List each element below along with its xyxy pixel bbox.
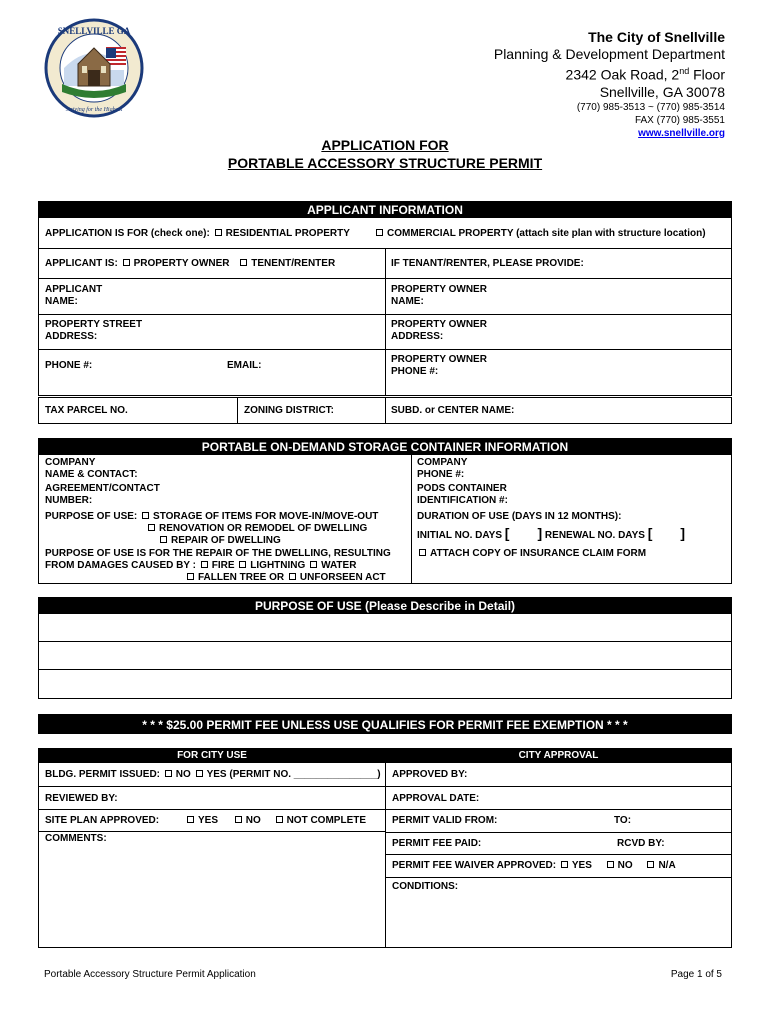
pods-id-label[interactable] bbox=[417, 483, 508, 507]
owner-address-label[interactable] bbox=[391, 319, 487, 343]
purpose-heading: PURPOSE OF USE (Please Describe in Detail) bbox=[39, 598, 731, 614]
bldg-no-checkbox[interactable] bbox=[165, 770, 172, 777]
phone-label[interactable]: PHONE #: bbox=[45, 360, 93, 371]
renewal-days-open-bracket: [ bbox=[647, 525, 653, 541]
applicant-name-label[interactable] bbox=[45, 284, 102, 308]
street-line2: ADDRESS: bbox=[45, 331, 98, 342]
phone-numbers: (770) 985-3513 ~ (770) 985-3514 bbox=[576, 101, 725, 113]
city-name: The City of Snellville bbox=[588, 29, 725, 45]
fire-label: FIRE bbox=[211, 560, 235, 571]
owner-phone-line2: PHONE #: bbox=[391, 366, 439, 377]
waiver-yes-checkbox[interactable] bbox=[561, 861, 568, 868]
owner-phone-label[interactable] bbox=[391, 354, 487, 378]
city-header bbox=[494, 28, 725, 140]
svg-text:Striving for the Highest: Striving for the Highest bbox=[65, 107, 123, 113]
repair-damage-options bbox=[45, 548, 391, 584]
for-city-use-heading: FOR CITY USE bbox=[39, 749, 385, 763]
street-line1: PROPERTY STREET bbox=[45, 319, 143, 330]
footer-left: Portable Accessory Structure Permit Application bbox=[44, 969, 256, 980]
lightning-checkbox[interactable] bbox=[239, 561, 246, 568]
repair-label: REPAIR OF DWELLING bbox=[171, 535, 281, 546]
application-for-row bbox=[45, 228, 350, 240]
fee-paid-label[interactable]: PERMIT FEE PAID: bbox=[392, 838, 482, 849]
pods-heading: PORTABLE ON-DEMAND STORAGE CONTAINER INFORMATION bbox=[39, 439, 731, 455]
unforeseen-label: UNFORSEEN ACT bbox=[299, 572, 386, 583]
site-no-checkbox[interactable] bbox=[235, 816, 242, 823]
water-label: WATER bbox=[321, 560, 357, 571]
fallen-tree-checkbox[interactable] bbox=[187, 573, 194, 580]
tax-parcel-label[interactable]: TAX PARCEL NO. bbox=[45, 405, 128, 416]
application-for-label: APPLICATION IS FOR (check one): bbox=[45, 228, 210, 239]
site-not-complete-checkbox[interactable] bbox=[276, 816, 283, 823]
street-address-label[interactable] bbox=[45, 319, 142, 343]
residential-label: RESIDENTIAL PROPERTY bbox=[225, 228, 350, 239]
owner-phone-line1: PROPERTY OWNER bbox=[391, 354, 487, 365]
applicant-section bbox=[38, 201, 732, 396]
street-sup: nd bbox=[679, 66, 690, 76]
initial-days-open-bracket: [ bbox=[504, 525, 510, 541]
bldg-no-label: NO bbox=[175, 769, 191, 780]
duration-label: DURATION OF USE (DAYS IN 12 MONTHS): bbox=[417, 511, 622, 522]
city-seal-logo bbox=[44, 18, 144, 118]
department-name: Planning & Development Department bbox=[493, 46, 725, 62]
reviewed-by-label[interactable]: REVIEWED BY: bbox=[45, 793, 118, 804]
fee-banner: * * * $25.00 PERMIT FEE UNLESS USE QUALIFIES FOR PERMIT FEE EXEMPTION * * * bbox=[38, 714, 732, 734]
valid-from-label[interactable]: PERMIT VALID FROM: bbox=[392, 815, 498, 826]
insurance-option bbox=[417, 548, 646, 560]
site-not-complete-label: NOT COMPLETE bbox=[286, 815, 367, 826]
commercial-option bbox=[374, 228, 706, 240]
repair-note-line1: PURPOSE OF USE IS FOR THE REPAIR OF THE DWELLING, RESULTING bbox=[45, 548, 391, 559]
page-number: Page 1 of 5 bbox=[670, 969, 722, 980]
property-owner-label: PROPERTY OWNER bbox=[133, 258, 230, 269]
company-label[interactable] bbox=[45, 457, 138, 481]
owner-name-line1: PROPERTY OWNER bbox=[391, 284, 487, 295]
city-use-section bbox=[38, 748, 732, 948]
fax-number: FAX (770) 985-3551 bbox=[634, 114, 725, 126]
company-line1: COMPANY bbox=[45, 457, 96, 468]
website-link[interactable]: www.snellville.org bbox=[638, 127, 725, 139]
approval-date-label[interactable]: APPROVAL DATE: bbox=[392, 793, 480, 804]
pods-id-line1: PODS CONTAINER bbox=[417, 483, 507, 494]
repair-note-line2: FROM DAMAGES CAUSED BY : bbox=[45, 560, 196, 571]
agreement-label[interactable] bbox=[45, 483, 160, 507]
repair-checkbox[interactable] bbox=[160, 536, 167, 543]
insurance-checkbox[interactable] bbox=[419, 549, 426, 556]
insurance-label: ATTACH COPY OF INSURANCE CLAIM FORM bbox=[430, 548, 647, 559]
waiver-label: PERMIT FEE WAIVER APPROVED: bbox=[392, 860, 557, 871]
comments-label[interactable]: COMMENTS: bbox=[45, 833, 107, 844]
purpose-label: PURPOSE OF USE: bbox=[45, 511, 138, 522]
owner-addr-line1: PROPERTY OWNER bbox=[391, 319, 487, 330]
water-checkbox[interactable] bbox=[310, 561, 317, 568]
applicant-heading: APPLICANT INFORMATION bbox=[39, 202, 731, 218]
street-text: 2342 Oak Road, 2 bbox=[565, 66, 680, 83]
waiver-yes-label: YES bbox=[571, 860, 592, 871]
purpose-section bbox=[38, 597, 732, 699]
storage-checkbox[interactable] bbox=[142, 512, 149, 519]
waiver-na-label: N/A bbox=[658, 860, 676, 871]
applicant-name-line1: APPLICANT bbox=[45, 284, 103, 295]
applicant-name-line2: NAME: bbox=[45, 296, 78, 307]
rcvd-by-label[interactable]: RCVD BY: bbox=[617, 838, 665, 849]
waiver-na-checkbox[interactable] bbox=[647, 861, 654, 868]
site-no-label: NO bbox=[245, 815, 261, 826]
owner-addr-line2: ADDRESS: bbox=[391, 331, 444, 342]
lightning-label: LIGHTNING bbox=[250, 560, 306, 571]
bldg-permit-row bbox=[45, 769, 381, 781]
waiver-no-label: NO bbox=[617, 860, 633, 871]
bldg-yes-label: YES (PERMIT NO. _______________) bbox=[206, 769, 381, 780]
purpose-line-3[interactable] bbox=[39, 670, 731, 698]
purpose-line-1[interactable] bbox=[39, 615, 731, 641]
renewal-days-label: RENEWAL NO. DAYS bbox=[544, 530, 645, 541]
zoning-label[interactable]: ZONING DISTRICT: bbox=[244, 405, 334, 416]
tenant-label: TENENT/RENTER bbox=[251, 258, 336, 269]
if-tenant-label: IF TENANT/RENTER, PLEASE PROVIDE: bbox=[391, 258, 584, 269]
site-yes-checkbox[interactable] bbox=[187, 816, 194, 823]
fire-checkbox[interactable] bbox=[201, 561, 208, 568]
owner-name-label[interactable] bbox=[391, 284, 487, 308]
conditions-label[interactable]: CONDITIONS: bbox=[392, 881, 459, 892]
waiver-row bbox=[392, 860, 676, 872]
renovation-checkbox[interactable] bbox=[148, 524, 155, 531]
agreement-line2: NUMBER: bbox=[45, 495, 93, 506]
company-phone-label[interactable] bbox=[417, 457, 467, 481]
owner-name-line2: NAME: bbox=[391, 296, 424, 307]
title-line-1: APPLICATION FOR bbox=[321, 137, 449, 153]
subd-label[interactable]: SUBD. or CENTER NAME: bbox=[391, 405, 515, 416]
company-phone-line1: COMPANY bbox=[417, 457, 468, 468]
address-city: Snellville, GA 30078 bbox=[599, 83, 725, 100]
applicant-is-row bbox=[45, 258, 335, 270]
svg-text:SNELLVILLE GA: SNELLVILLE GA bbox=[57, 26, 131, 36]
tenant-checkbox[interactable] bbox=[240, 259, 247, 266]
pods-id-line2: IDENTIFICATION #: bbox=[417, 495, 508, 506]
parcel-row bbox=[38, 397, 732, 424]
bldg-yes-checkbox[interactable] bbox=[196, 770, 203, 777]
valid-to-label[interactable]: TO: bbox=[614, 815, 632, 826]
storage-label: STORAGE OF ITEMS FOR MOVE-IN/MOVE-OUT bbox=[153, 511, 379, 522]
days-row bbox=[417, 527, 685, 542]
address-street bbox=[494, 63, 725, 84]
bldg-issued-label: BLDG. PERMIT ISSUED: bbox=[45, 769, 161, 780]
floor-text: Floor bbox=[689, 66, 725, 83]
city-approval-heading: CITY APPROVAL bbox=[386, 749, 731, 763]
commercial-checkbox[interactable] bbox=[376, 229, 383, 236]
commercial-label: COMMERCIAL PROPERTY (attach site plan with structure location) bbox=[387, 228, 706, 239]
pods-section bbox=[38, 438, 732, 584]
purpose-options bbox=[45, 511, 378, 547]
initial-days-close-bracket: ] bbox=[537, 525, 543, 541]
company-phone-line2: PHONE #: bbox=[417, 469, 465, 480]
site-plan-label: SITE PLAN APPROVED: bbox=[45, 815, 160, 826]
site-plan-options bbox=[185, 815, 366, 827]
email-label[interactable]: EMAIL: bbox=[227, 360, 262, 371]
site-yes-label: YES bbox=[198, 815, 219, 826]
form-title bbox=[0, 136, 770, 172]
property-owner-checkbox[interactable] bbox=[123, 259, 130, 266]
title-line-2: PORTABLE ACCESSORY STRUCTURE PERMIT bbox=[227, 155, 543, 171]
waiver-no-checkbox[interactable] bbox=[607, 861, 614, 868]
company-line2: NAME & CONTACT: bbox=[45, 469, 138, 480]
initial-days-label: INITIAL NO. DAYS bbox=[417, 530, 503, 541]
residential-checkbox[interactable] bbox=[215, 229, 222, 236]
applicant-is-label: APPLICANT IS: bbox=[45, 258, 118, 269]
purpose-line-2[interactable] bbox=[39, 642, 731, 669]
unforeseen-checkbox[interactable] bbox=[289, 573, 296, 580]
renovation-label: RENOVATION OR REMODEL OF DWELLING bbox=[159, 523, 368, 534]
fallen-tree-label: FALLEN TREE OR bbox=[198, 572, 285, 583]
renewal-days-close-bracket: ] bbox=[680, 525, 686, 541]
agreement-line1: AGREEMENT/CONTACT bbox=[45, 483, 160, 494]
approved-by-label[interactable]: APPROVED BY: bbox=[392, 769, 468, 780]
